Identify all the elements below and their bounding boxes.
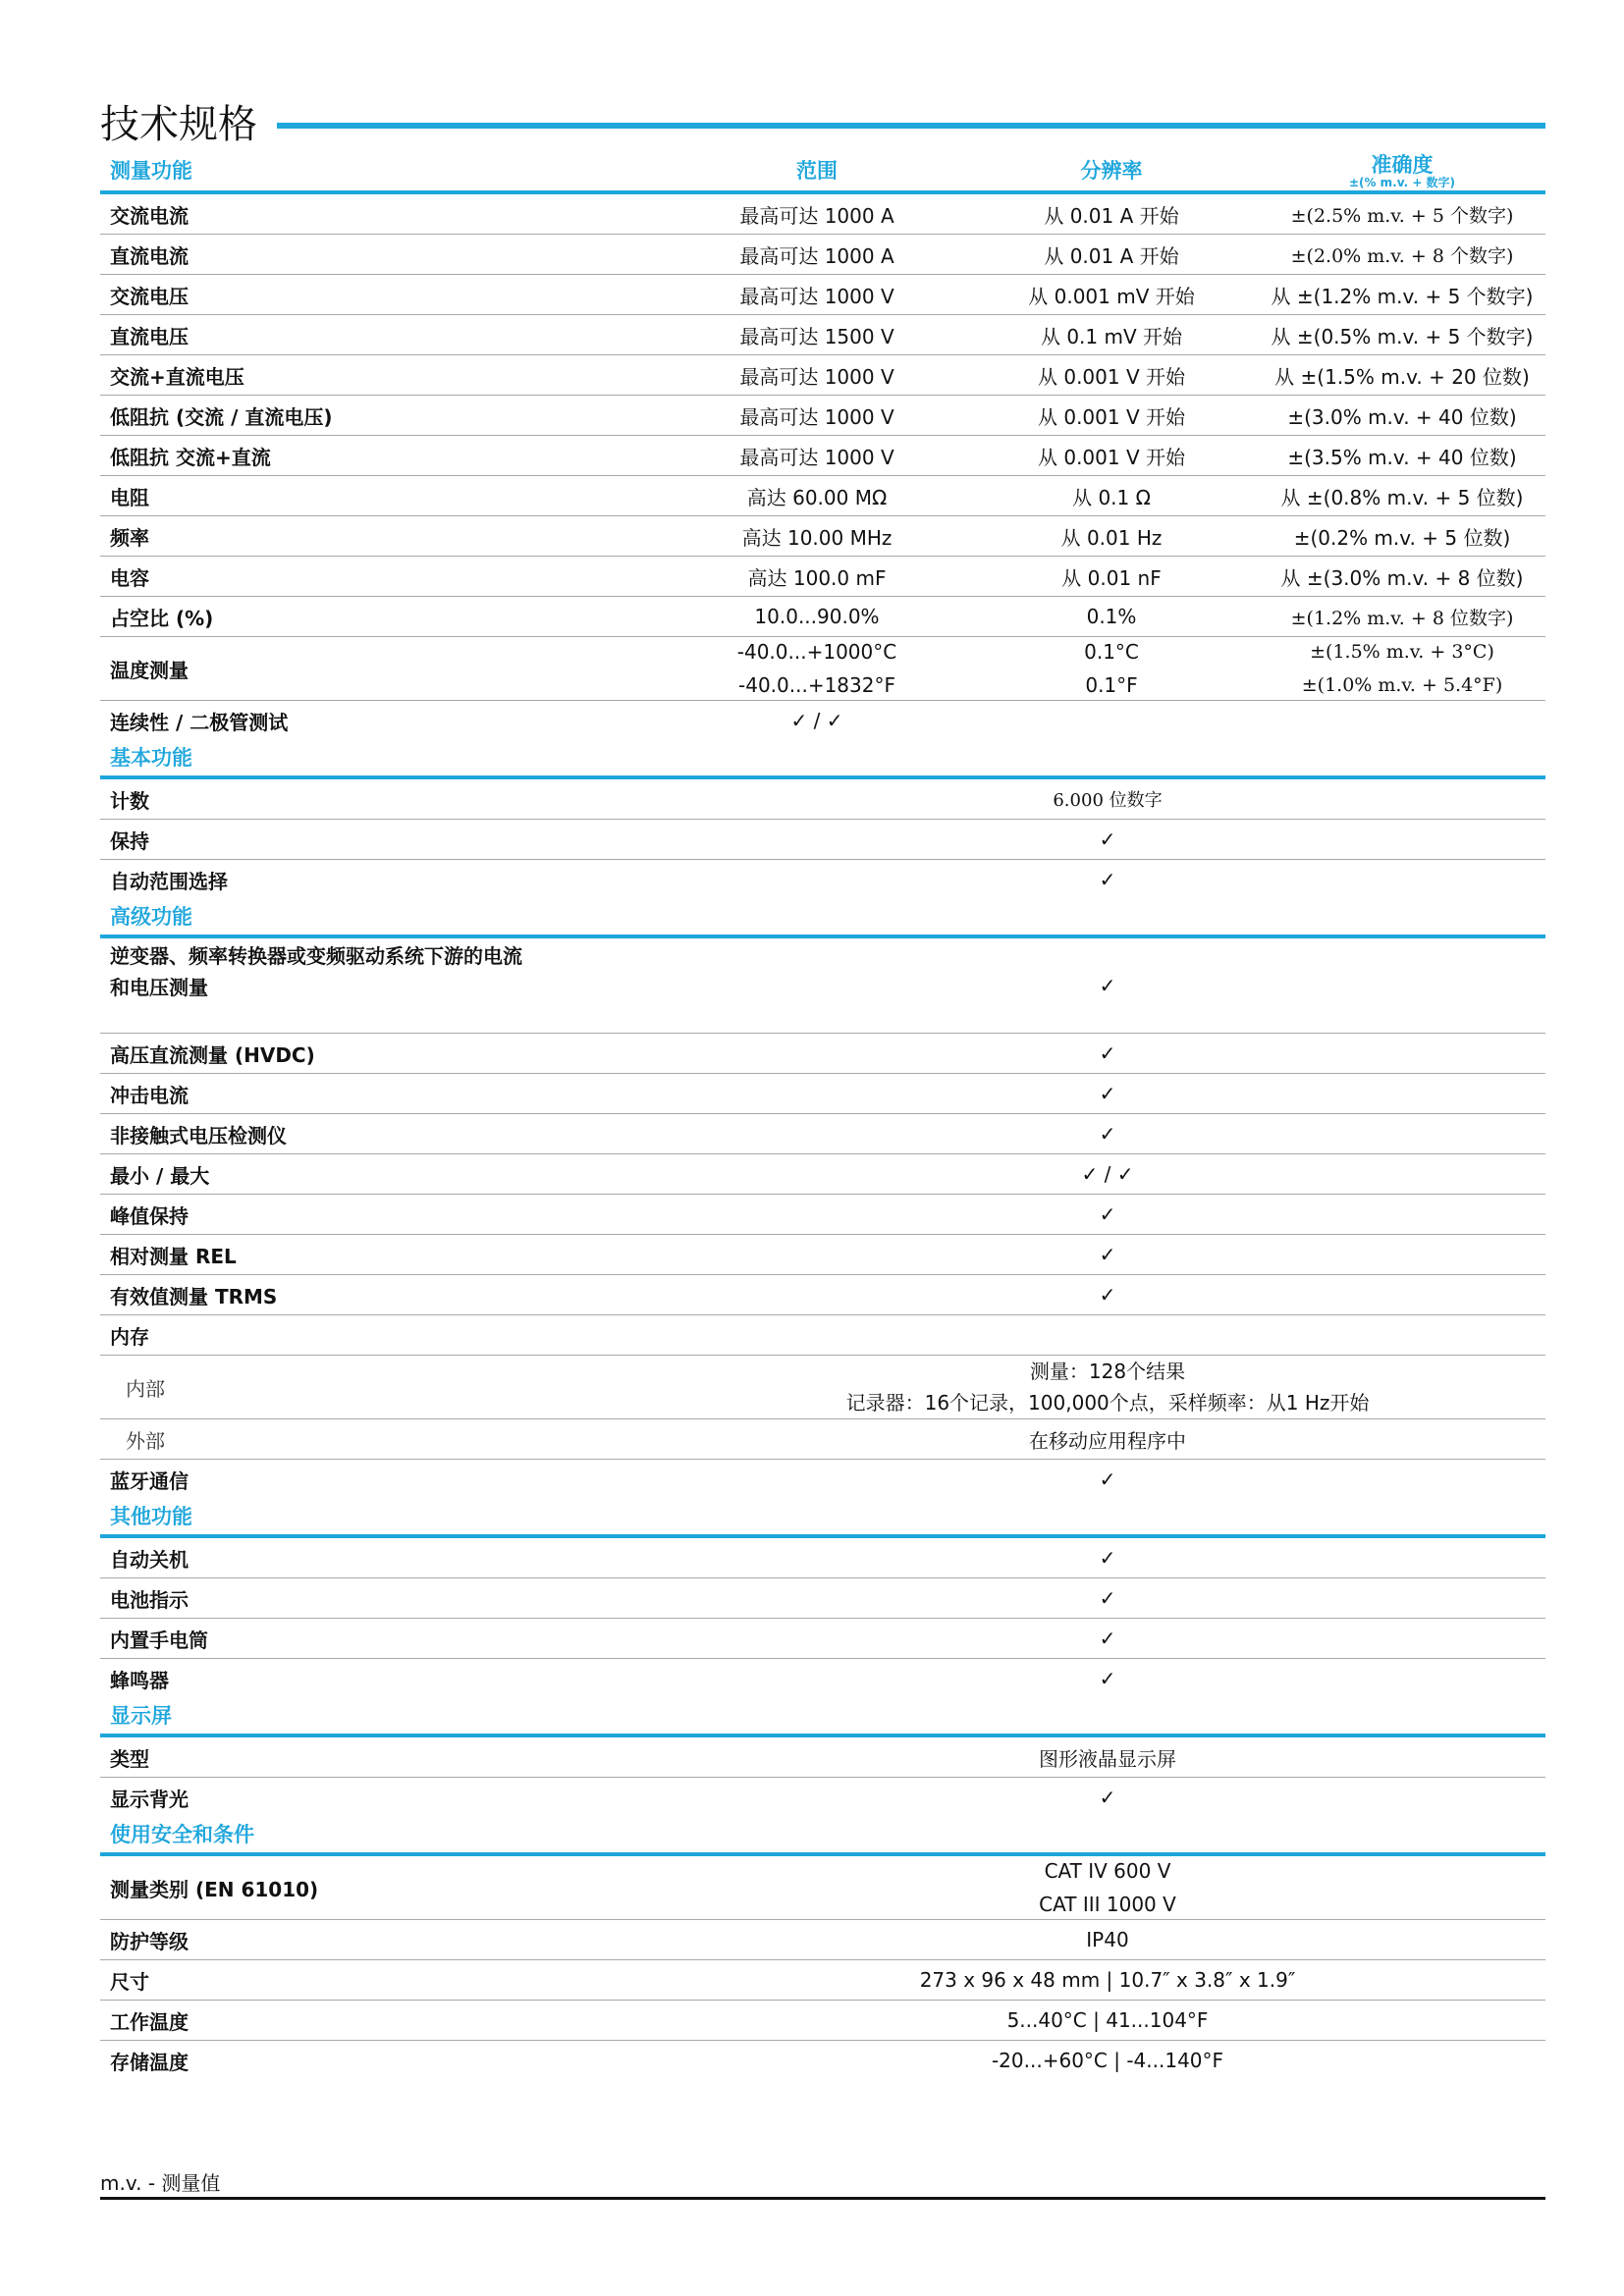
row-name: 交流电压 xyxy=(110,284,189,308)
row-name: 频率 xyxy=(110,525,149,550)
row-value: ✓ xyxy=(1099,974,1116,997)
table-row xyxy=(100,396,1545,436)
row-range: 最高可达 1500 V xyxy=(739,324,894,348)
row-name: 内部 xyxy=(126,1376,165,1401)
page-title: 技术规格 xyxy=(100,102,257,147)
row-value: ✓ xyxy=(1099,1122,1116,1146)
header-accuracy-sub: ±(% m.v. + 数字) xyxy=(1348,176,1456,189)
row-name: 电池指示 xyxy=(110,1587,189,1612)
row-name: 占空比 (%) xyxy=(110,606,214,630)
footnote: m.v. - 测量值 xyxy=(100,2171,221,2195)
row-value: ✓ xyxy=(1099,828,1116,851)
row-range: 高达 10.00 MHz xyxy=(741,525,893,550)
row-name: 低阻抗 交流+直流 xyxy=(110,445,271,469)
table-row-memory xyxy=(100,1315,1545,1356)
row-value: ✓ xyxy=(1099,868,1116,891)
resolution-celsius: 0.1°C xyxy=(1084,640,1139,664)
table-row xyxy=(100,1659,1545,1698)
row-name: 类型 xyxy=(110,1746,149,1771)
header-resolution: 分辨率 xyxy=(1080,159,1143,183)
table-row xyxy=(100,476,1545,516)
table-row xyxy=(100,1195,1545,1235)
row-value xyxy=(670,1356,1545,1418)
row-accuracy: 从 ±(0.8% m.v. + 5 位数) xyxy=(1280,485,1524,509)
row-resolution: 从 0.01 A 开始 xyxy=(1044,243,1179,268)
table-row xyxy=(100,779,1545,820)
row-range: 最高可达 1000 V xyxy=(739,284,894,308)
row-value: ✓ xyxy=(1099,1041,1116,1065)
row-name: 蜂鸣器 xyxy=(110,1668,169,1692)
row-value: 图形液晶显示屏 xyxy=(1039,1746,1176,1771)
section-other: 其他功能 xyxy=(100,1499,1545,1538)
header-accuracy xyxy=(1259,155,1545,190)
row-name: 自动范围选择 xyxy=(110,869,228,893)
row-name: 直流电流 xyxy=(110,243,189,268)
table-row xyxy=(100,315,1545,355)
row-name: 有效值测量 TRMS xyxy=(110,1284,278,1308)
row-name: 保持 xyxy=(110,828,149,853)
row-range: ✓ / ✓ xyxy=(790,709,843,732)
row-range: 最高可达 1000 V xyxy=(739,404,894,429)
row-accuracy: 从 ±(1.5% m.v. + 20 位数) xyxy=(1274,364,1530,389)
row-resolution: 从 0.01 nF xyxy=(1061,565,1162,590)
row-value xyxy=(670,1854,1545,1921)
header-range: 范围 xyxy=(796,159,838,183)
internal-measurements: 测量：128个结果 xyxy=(1029,1360,1186,1383)
row-name: 工作温度 xyxy=(110,2009,189,2034)
row-name: 交流电流 xyxy=(110,203,189,228)
table-row xyxy=(100,194,1545,235)
table-row xyxy=(100,1114,1545,1154)
row-resolution: 从 0.1 Ω xyxy=(1072,485,1151,509)
row-name: 相对测量 REL xyxy=(110,1244,237,1268)
table-row xyxy=(100,1154,1545,1195)
accuracy-celsius: ±(1.5% m.v. + 3°C) xyxy=(1310,641,1494,663)
table-row xyxy=(100,1960,1545,2001)
table-row-bluetooth xyxy=(100,1460,1545,1499)
row-name: 最小 / 最大 xyxy=(110,1163,210,1188)
row-resolution: 从 0.1 mV 开始 xyxy=(1040,324,1183,348)
header-function: 测量功能 xyxy=(110,159,192,183)
table-row xyxy=(100,275,1545,315)
row-resolution: 从 0.001 V 开始 xyxy=(1037,445,1185,469)
section-basic: 基本功能 xyxy=(100,740,1545,779)
table-row xyxy=(100,2001,1545,2041)
header-accuracy-label: 准确度 xyxy=(1371,153,1434,177)
row-value: ✓ xyxy=(1099,1667,1116,1690)
row-name: 外部 xyxy=(126,1428,165,1453)
table-row-memory-internal xyxy=(100,1356,1545,1419)
table-row xyxy=(100,1619,1545,1659)
row-accuracy: ±(3.5% m.v. + 40 位数) xyxy=(1287,445,1517,469)
row-accuracy: ±(2.0% m.v. + 8 个数字) xyxy=(1290,244,1514,267)
row-value: ✓ xyxy=(1099,1468,1116,1491)
table-row xyxy=(100,1578,1545,1619)
table-row-inverter xyxy=(100,938,1545,1034)
row-value: ✓ xyxy=(1099,1546,1116,1570)
table-row xyxy=(100,1778,1545,1817)
accuracy-fahrenheit: ±(1.0% m.v. + 5.4°F) xyxy=(1301,674,1503,696)
row-value: 5...40°C | 41...104°F xyxy=(1006,2008,1209,2032)
internal-logger: 记录器：16个记录，100,000个点，采样频率：从1 Hz开始 xyxy=(845,1391,1370,1415)
row-resolution: 从 0.001 V 开始 xyxy=(1037,404,1185,429)
row-value: ✓ xyxy=(1099,1283,1116,1307)
row-name xyxy=(100,938,670,1003)
table-row xyxy=(100,1275,1545,1315)
row-resolution xyxy=(964,635,1259,702)
table-row xyxy=(100,1737,1545,1778)
category-cat-iii: CAT III 1000 V xyxy=(1039,1893,1176,1916)
table-row xyxy=(100,516,1545,557)
row-value: 6.000 位数字 xyxy=(1053,790,1163,811)
table-row xyxy=(100,2041,1545,2080)
row-accuracy: ±(0.2% m.v. + 5 位数) xyxy=(1293,525,1511,550)
table-row xyxy=(100,355,1545,396)
row-name: 内置手电筒 xyxy=(110,1628,208,1652)
table-row xyxy=(100,820,1545,860)
table-row-temperature xyxy=(100,637,1545,701)
row-resolution: 从 0.01 Hz xyxy=(1060,525,1163,550)
row-name: 连续性 / 二极管测试 xyxy=(110,710,289,734)
row-name: 高压直流测量 (HVDC) xyxy=(110,1042,315,1067)
table-row xyxy=(100,1920,1545,1960)
row-name-line1: 逆变器、频率转换器或变频驱动系统下游的电流 xyxy=(110,944,522,968)
row-value: ✓ / ✓ xyxy=(1081,1162,1134,1186)
table-row xyxy=(100,860,1545,899)
row-accuracy: ±(2.5% m.v. + 5 个数字) xyxy=(1290,204,1514,227)
row-name: 蓝牙通信 xyxy=(110,1468,189,1493)
row-name: 电阻 xyxy=(110,485,149,509)
row-name: 温度测量 xyxy=(110,658,189,682)
bottom-rule xyxy=(100,2197,1545,2200)
table-row xyxy=(100,1074,1545,1114)
category-cat-iv: CAT IV 600 V xyxy=(1044,1859,1171,1883)
title-bar xyxy=(100,96,1545,153)
row-value: ✓ xyxy=(1099,1202,1116,1226)
column-header-row xyxy=(100,149,1545,194)
row-range: 10.0...90.0% xyxy=(754,605,880,628)
row-value: ✓ xyxy=(1099,1586,1116,1610)
row-name: 存储温度 xyxy=(110,2050,189,2074)
row-value: 在移动应用程序中 xyxy=(1029,1428,1186,1453)
row-name: 峰值保持 xyxy=(110,1203,189,1228)
row-resolution: 从 0.001 V 开始 xyxy=(1037,364,1185,389)
row-range: 高达 100.0 mF xyxy=(747,565,887,590)
row-name: 防护等级 xyxy=(110,1929,189,1953)
section-display: 显示屏 xyxy=(100,1698,1545,1737)
row-range: 最高可达 1000 A xyxy=(739,243,894,268)
row-value: IP40 xyxy=(1086,1928,1129,1951)
row-accuracy: 从 ±(0.5% m.v. + 5 个数字) xyxy=(1271,324,1534,348)
row-value: ✓ xyxy=(1099,1786,1116,1809)
row-name: 冲击电流 xyxy=(110,1083,189,1107)
spec-table xyxy=(100,149,1545,2080)
row-range xyxy=(670,635,964,702)
row-name: 电容 xyxy=(110,565,149,590)
row-range: 最高可达 1000 V xyxy=(739,445,894,469)
row-name: 显示背光 xyxy=(110,1787,189,1811)
range-celsius: -40.0...+1000°C xyxy=(736,640,897,664)
table-row xyxy=(100,1538,1545,1578)
table-row xyxy=(100,436,1545,476)
table-row xyxy=(100,557,1545,597)
table-row-continuity xyxy=(100,701,1545,740)
row-range: 高达 60.00 MΩ xyxy=(746,485,888,509)
section-advanced: 高级功能 xyxy=(100,899,1545,938)
row-name: 尺寸 xyxy=(110,1969,149,1994)
table-row-memory-external xyxy=(100,1419,1545,1460)
row-name: 低阻抗 (交流 / 直流电压) xyxy=(110,404,333,429)
table-row-category xyxy=(100,1856,1545,1920)
row-value: -20...+60°C | -4...140°F xyxy=(991,2049,1224,2072)
row-name: 内存 xyxy=(110,1324,149,1349)
row-accuracy xyxy=(1259,635,1545,702)
row-value: 273 x 96 x 48 mm | 10.7″ x 3.8″ x 1.9″ xyxy=(919,1968,1296,1992)
row-resolution: 0.1% xyxy=(1086,605,1137,628)
table-row xyxy=(100,1034,1545,1074)
row-resolution: 从 0.01 A 开始 xyxy=(1044,203,1179,228)
row-name-line2: 和电压测量 xyxy=(110,976,208,999)
section-safety: 使用安全和条件 xyxy=(100,1817,1545,1856)
table-row xyxy=(100,235,1545,275)
title-rule xyxy=(277,123,1545,129)
row-value: ✓ xyxy=(1099,1627,1116,1650)
row-name: 直流电压 xyxy=(110,324,189,348)
row-range: 最高可达 1000 V xyxy=(739,364,894,389)
table-row xyxy=(100,1235,1545,1275)
row-resolution: 从 0.001 mV 开始 xyxy=(1028,284,1195,308)
row-accuracy: 从 ±(3.0% m.v. + 8 位数) xyxy=(1280,565,1524,590)
row-name: 测量类别 (EN 61010) xyxy=(110,1877,319,1901)
resolution-fahrenheit: 0.1°F xyxy=(1085,673,1138,697)
row-accuracy: 从 ±(1.2% m.v. + 5 个数字) xyxy=(1271,284,1534,308)
row-name: 计数 xyxy=(110,788,149,813)
row-accuracy: ±(3.0% m.v. + 40 位数) xyxy=(1287,404,1517,429)
row-value: ✓ xyxy=(1099,1082,1116,1105)
row-name: 非接触式电压检测仪 xyxy=(110,1123,287,1148)
table-row xyxy=(100,597,1545,637)
row-range: 最高可达 1000 A xyxy=(739,203,894,228)
row-name: 自动关机 xyxy=(110,1547,189,1572)
row-name: 交流+直流电压 xyxy=(110,364,244,389)
row-accuracy: ±(1.2% m.v. + 8 位数字) xyxy=(1290,607,1514,629)
range-fahrenheit: -40.0...+1832°F xyxy=(738,673,895,697)
row-value: ✓ xyxy=(1099,1243,1116,1266)
